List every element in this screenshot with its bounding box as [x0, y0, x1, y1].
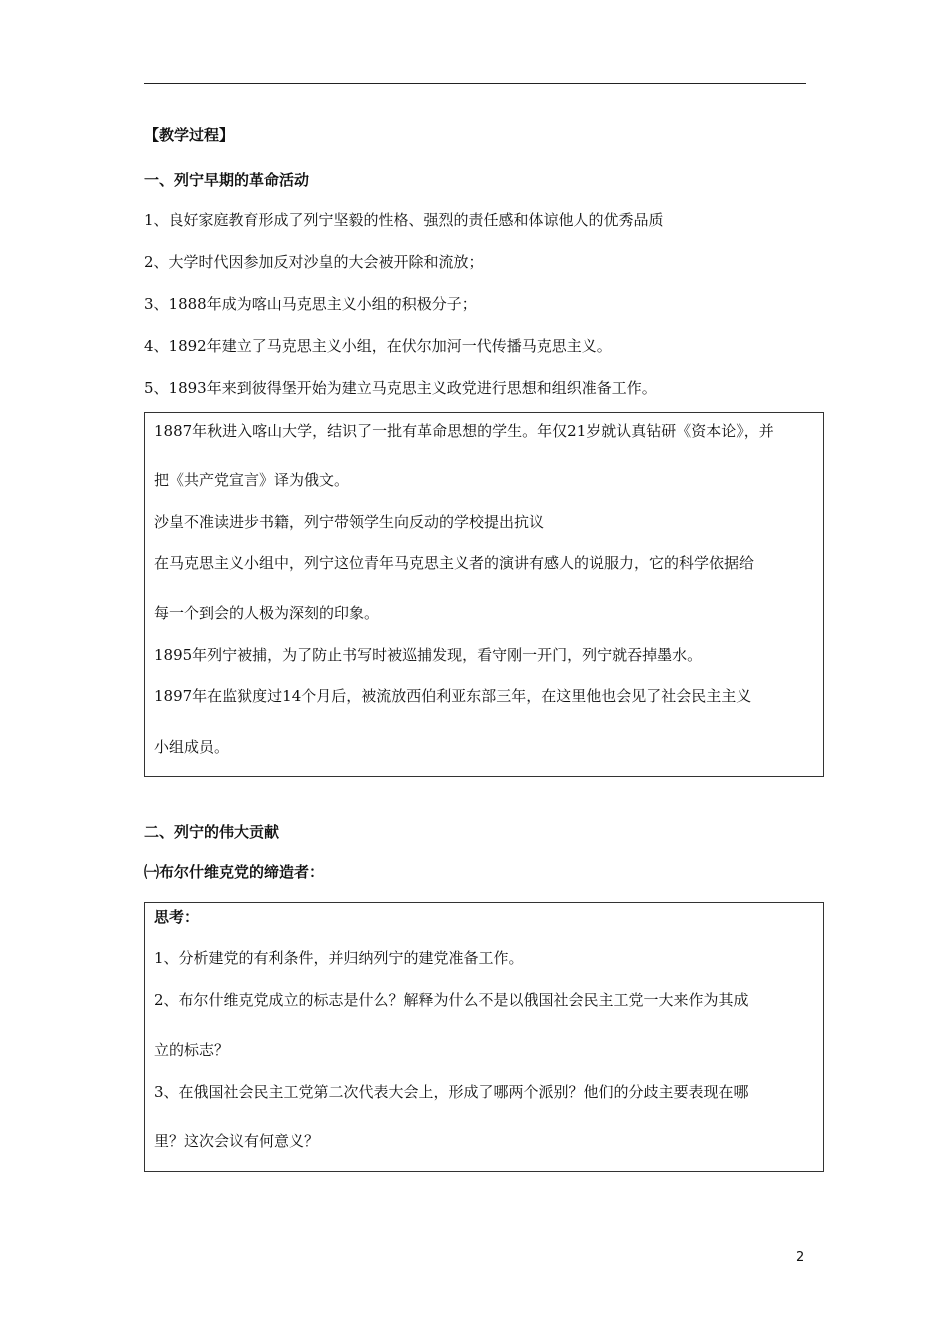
box-line: 在马克思主义小组中，列宁这位青年马克思主义者的演讲有感人的说服力，它的科学依据给: [154, 554, 755, 572]
box-line: 1887年秋进入喀山大学，结识了一批有革命思想的学生。年仅21岁就认真钻研《资本论》，并: [154, 422, 774, 440]
box-line: 1897年在监狱度过14个月后，被流放西伯利亚东部三年，在这里他也会见了社会民主主义: [154, 687, 752, 705]
box-line: 把《共产党宣言》译为俄文。: [154, 471, 350, 489]
box-line: 每一个到会的人极为深刻的印象。: [154, 604, 380, 622]
question-line: 3、在俄国社会民主工党第二次代表大会上，形成了哪两个派别？他们的分歧主要表现在哪: [154, 1083, 749, 1101]
question-line: 1、分析建党的有利条件，并归纳列宁的建党准备工作。: [154, 949, 524, 967]
question-line: 2、布尔什维克党成立的标志是什么？解释为什么不是以俄国社会民主工党一大来作为其成: [154, 991, 749, 1009]
section1-title: 一、列宁早期的革命活动: [144, 171, 310, 189]
thinking-questions-box: [144, 902, 824, 1172]
question-line: 立的标志？: [154, 1041, 230, 1059]
box-title: 思考：: [154, 908, 200, 926]
section2-subtitle: ㈠布尔什维克党的缔造者：: [144, 863, 325, 881]
list-item: 2、大学时代因参加反对沙皇的大会被开除和流放；: [144, 253, 484, 271]
list-item: 3、1888年成为喀山马克思主义小组的积极分子；: [144, 295, 477, 313]
teaching-process-heading: 【教学过程】: [144, 126, 235, 144]
list-item: 1、良好家庭教育形成了列宁坚毅的性格、强烈的责任感和体谅他人的优秀品质: [144, 211, 664, 229]
box-line: 沙皇不准读进步书籍，列宁带领学生向反动的学校提出抗议: [154, 513, 545, 531]
section2-title: 二、列宁的伟大贡献: [144, 823, 280, 841]
question-line: 里？这次会议有何意义？: [154, 1132, 320, 1150]
lenin-background-box: [144, 412, 824, 777]
box-line: 1895年列宁被捕，为了防止书写时被巡捕发现，看守刚一开门，列宁就吞掉墨水。: [154, 646, 703, 664]
box-line: 小组成员。: [154, 738, 230, 756]
page-number: 2: [796, 1250, 805, 1265]
list-item: 5、1893年来到彼得堡开始为建立马克思主义政党进行思想和组织准备工作。: [144, 379, 657, 397]
header-rule: [144, 83, 806, 84]
list-item: 4、1892年建立了马克思主义小组，在伏尔加河一代传播马克思主义。: [144, 337, 612, 355]
